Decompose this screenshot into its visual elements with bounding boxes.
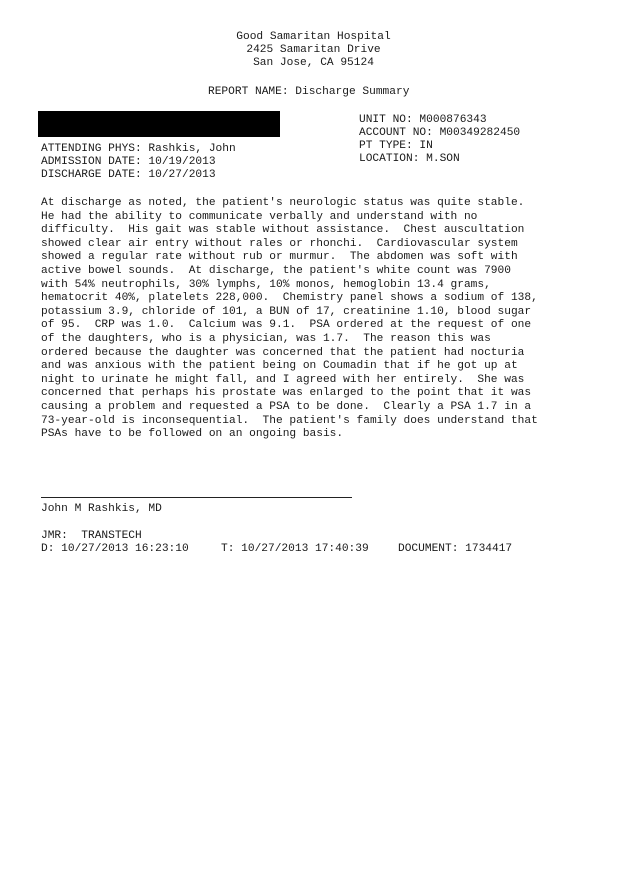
patient-type: PT TYPE: IN — [359, 140, 433, 152]
body-line: and was anxious with the patient being on Coumadin that if he got up at — [41, 360, 518, 373]
body-line: potassium 3.9, chloride of 101, a BUN of 17, creatinine 1.10, blood sugar — [41, 305, 532, 318]
summary-body — [41, 197, 621, 442]
hospital-city: San Jose, CA 95124 — [253, 57, 374, 69]
location: LOCATION: M.SON — [359, 153, 460, 165]
body-line: concerned that perhaps his prostate was enlarged to the point that it was — [41, 387, 532, 400]
signature-name: John M Rashkis, MD — [41, 503, 162, 515]
attending-physician: ATTENDING PHYS: Rashkis, John — [41, 143, 236, 155]
body-line: PSAs have to be followed on an ongoing basis. — [41, 428, 344, 441]
discharge-date: DISCHARGE DATE: 10/27/2013 — [41, 169, 216, 181]
admission-date: ADMISSION DATE: 10/19/2013 — [41, 156, 216, 168]
transcribed-timestamp: T: 10/27/2013 17:40:39 — [221, 543, 369, 555]
body-line: showed clear air entry without rales or rhonchi. Cardiovascular system — [41, 237, 518, 250]
hospital-name: Good Samaritan Hospital — [236, 31, 391, 43]
body-line: night to urinate he might fall, and I agreed with her entirely. She was — [41, 373, 525, 386]
body-line: showed a regular rate without rub or murmur. The abdomen was soft with — [41, 251, 518, 264]
redaction-block — [38, 111, 280, 137]
body-line: of the daughters, who is a physician, was 1.7. The reason this was — [41, 332, 491, 345]
body-line: hematocrit 40%, platelets 228,000. Chemistry panel shows a sodium of 138, — [41, 292, 538, 305]
account-number: ACCOUNT NO: M00349282450 — [359, 127, 521, 139]
body-line: causing a problem and requested a PSA to be done. Clearly a PSA 1.7 in a — [41, 400, 532, 413]
report-name: REPORT NAME: Discharge Summary — [208, 86, 410, 98]
body-line: active bowel sounds. At discharge, the patient's white count was 7900 — [41, 264, 511, 277]
body-line: He had the ability to communicate verbally and understand with no — [41, 210, 478, 223]
signature-line — [41, 497, 352, 498]
hospital-address: 2425 Samaritan Drive — [246, 44, 381, 56]
unit-number: UNIT NO: M000876343 — [359, 114, 487, 126]
body-line: with 54% neutrophils, 30% lymphs, 10% monos, hemoglobin 13.4 grams, — [41, 278, 491, 291]
body-line: At discharge as noted, the patient's neurologic status was quite stable. — [41, 197, 525, 209]
body-line: 73-year-old is inconsequential. The patient's family does understand that — [41, 414, 538, 427]
transcriber-initials: JMR: TRANSTECH — [41, 530, 142, 542]
body-line: of 95. CRP was 1.0. Calcium was 9.1. PSA ordered at the request of one — [41, 319, 532, 332]
body-line: ordered because the daughter was concerned that the patient had nocturia — [41, 346, 525, 359]
body-line: difficulty. His gait was stable without assistance. Chest auscultation — [41, 224, 525, 237]
document-number: DOCUMENT: 1734417 — [398, 543, 513, 555]
dictated-timestamp: D: 10/27/2013 16:23:10 — [41, 543, 189, 555]
